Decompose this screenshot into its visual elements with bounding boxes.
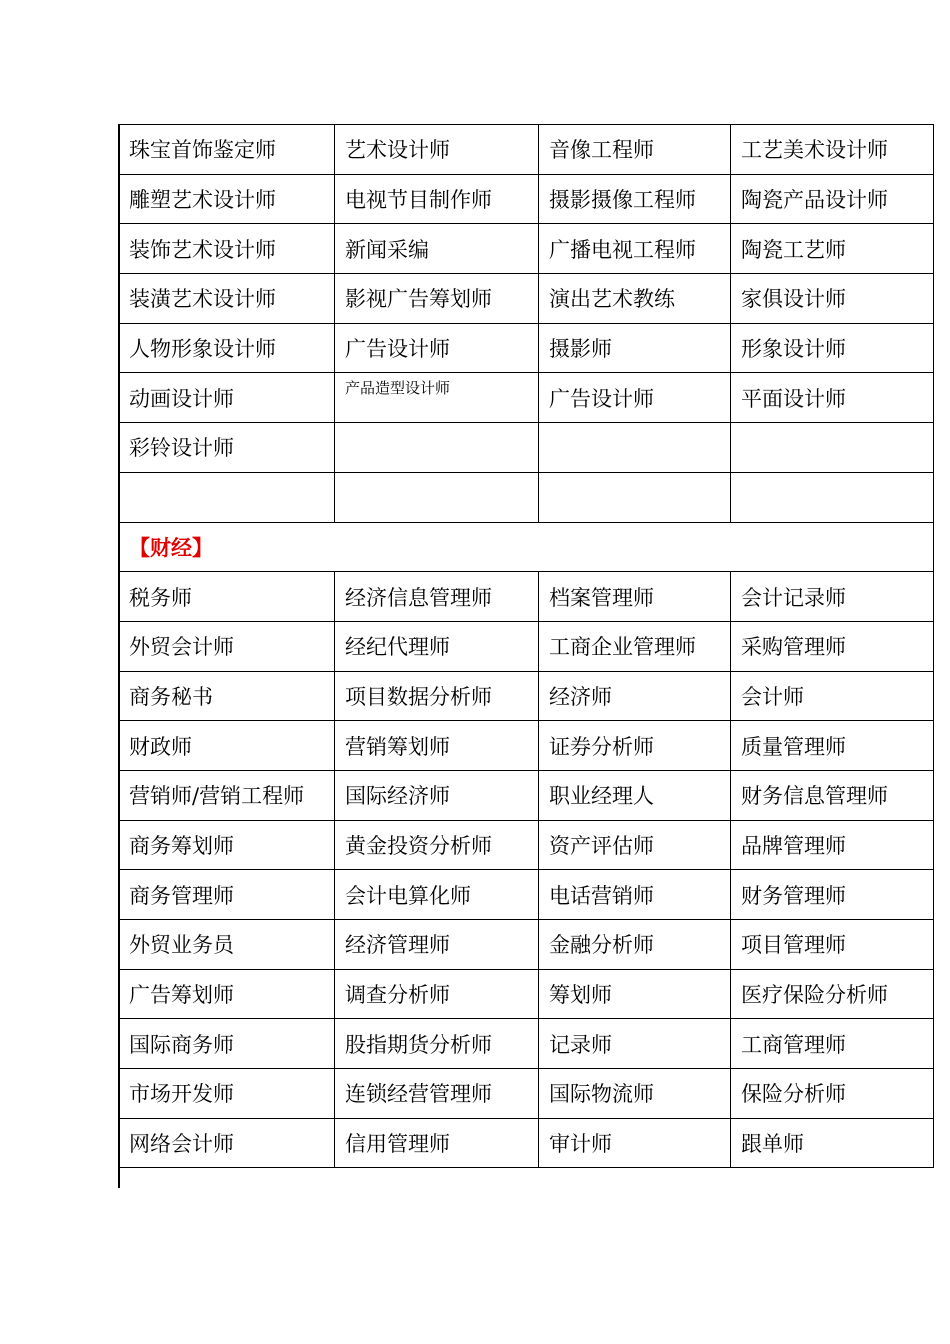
table-cell (731, 423, 934, 473)
table-row (119, 373, 934, 423)
table-cell: 职业经理人 (539, 770, 731, 820)
table-cell: 新闻采编 (335, 224, 539, 274)
table-row (119, 721, 934, 771)
table-cell: 摄影师 (539, 323, 731, 373)
table-cell: 摄影摄像工程师 (539, 174, 731, 224)
table-row (119, 572, 934, 622)
table-cell: 家俱设计师 (731, 274, 934, 324)
table-row (119, 174, 934, 224)
table-cell: 保险分析师 (731, 1069, 934, 1119)
table-row (119, 323, 934, 373)
table-cell: 陶瓷产品设计师 (731, 174, 934, 224)
table-cell: 国际物流师 (539, 1069, 731, 1119)
table-cell: 工艺美术设计师 (731, 125, 934, 175)
table-cell: 外贸会计师 (119, 621, 335, 671)
table-cell: 营销筹划师 (335, 721, 539, 771)
table-cell: 演出艺术教练 (539, 274, 731, 324)
finance-section (119, 572, 934, 1168)
table-cell (539, 472, 731, 522)
table-cell: 经纪代理师 (335, 621, 539, 671)
table-cell: 财务信息管理师 (731, 770, 934, 820)
table-cell (731, 472, 934, 522)
table-cell: 艺术设计师 (335, 125, 539, 175)
table-cell: 装饰艺术设计师 (119, 224, 335, 274)
table-row (119, 125, 934, 175)
table-cell: 影视广告筹划师 (335, 274, 539, 324)
table-cell: 广告筹划师 (119, 969, 335, 1019)
table-cell: 国际商务师 (119, 1019, 335, 1069)
table-row (119, 1019, 934, 1069)
table-cell: 黄金投资分析师 (335, 820, 539, 870)
table-left-border (118, 124, 120, 1188)
table-cell: 产品造型设计师 (335, 373, 539, 423)
table-row (119, 224, 934, 274)
occupation-table (118, 124, 934, 1168)
table-cell: 音像工程师 (539, 125, 731, 175)
table-cell: 会计师 (731, 671, 934, 721)
table-cell: 财政师 (119, 721, 335, 771)
table-cell: 信用管理师 (335, 1118, 539, 1168)
table-row (119, 820, 934, 870)
table-cell: 形象设计师 (731, 323, 934, 373)
section-header-row (119, 522, 934, 572)
table-cell (335, 472, 539, 522)
table-cell: 广播电视工程师 (539, 224, 731, 274)
table-cell: 筹划师 (539, 969, 731, 1019)
table-cell: 医疗保险分析师 (731, 969, 934, 1019)
table-row (119, 969, 934, 1019)
table-cell (539, 423, 731, 473)
table-cell: 网络会计师 (119, 1118, 335, 1168)
table-cell: 会计记录师 (731, 572, 934, 622)
table-cell: 商务筹划师 (119, 820, 335, 870)
table-row (119, 870, 934, 920)
table-row (119, 1118, 934, 1168)
table-cell: 经济信息管理师 (335, 572, 539, 622)
table-cell: 跟单师 (731, 1118, 934, 1168)
table-cell: 项目管理师 (731, 920, 934, 970)
table-cell: 金融分析师 (539, 920, 731, 970)
table-cell: 记录师 (539, 1019, 731, 1069)
table-cell: 商务秘书 (119, 671, 335, 721)
table-cell: 电视节目制作师 (335, 174, 539, 224)
table-row (119, 920, 934, 970)
table-cell: 工商企业管理师 (539, 621, 731, 671)
table-row (119, 671, 934, 721)
table-cell: 雕塑艺术设计师 (119, 174, 335, 224)
table-cell: 财务管理师 (731, 870, 934, 920)
table-cell: 品牌管理师 (731, 820, 934, 870)
table-cell: 连锁经营管理师 (335, 1069, 539, 1119)
table-cell: 营销师/营销工程师 (119, 770, 335, 820)
table-cell: 装潢艺术设计师 (119, 274, 335, 324)
table-cell: 经济管理师 (335, 920, 539, 970)
table-cell: 商务管理师 (119, 870, 335, 920)
table-cell: 工商管理师 (731, 1019, 934, 1069)
finance-section-title: 【财经】 (119, 522, 934, 572)
table-cell: 广告设计师 (335, 323, 539, 373)
table-row (119, 770, 934, 820)
table-cell: 会计电算化师 (335, 870, 539, 920)
table-cell: 国际经济师 (335, 770, 539, 820)
table-cell (335, 423, 539, 473)
table-cell: 外贸业务员 (119, 920, 335, 970)
table-cell: 质量管理师 (731, 721, 934, 771)
table-cell: 档案管理师 (539, 572, 731, 622)
table-cell: 项目数据分析师 (335, 671, 539, 721)
table-cell: 税务师 (119, 572, 335, 622)
table-cell: 采购管理师 (731, 621, 934, 671)
table-row (119, 423, 934, 473)
table-cell: 陶瓷工艺师 (731, 224, 934, 274)
table-cell: 市场开发师 (119, 1069, 335, 1119)
finance-header (119, 522, 934, 572)
table-cell: 人物形象设计师 (119, 323, 335, 373)
table-cell: 广告设计师 (539, 373, 731, 423)
table-cell: 彩铃设计师 (119, 423, 335, 473)
table-cell: 审计师 (539, 1118, 731, 1168)
table-cell: 股指期货分析师 (335, 1019, 539, 1069)
table-cell: 珠宝首饰鉴定师 (119, 125, 335, 175)
table-cell: 调查分析师 (335, 969, 539, 1019)
table-row (119, 621, 934, 671)
table-row (119, 274, 934, 324)
table-cell: 经济师 (539, 671, 731, 721)
table-row (119, 1069, 934, 1119)
design-section (119, 125, 934, 523)
table-cell: 电话营销师 (539, 870, 731, 920)
table-cell: 动画设计师 (119, 373, 335, 423)
table-cell (119, 472, 335, 522)
table-cell: 平面设计师 (731, 373, 934, 423)
table-cell: 资产评估师 (539, 820, 731, 870)
table-row (119, 472, 934, 522)
table-cell: 证券分析师 (539, 721, 731, 771)
